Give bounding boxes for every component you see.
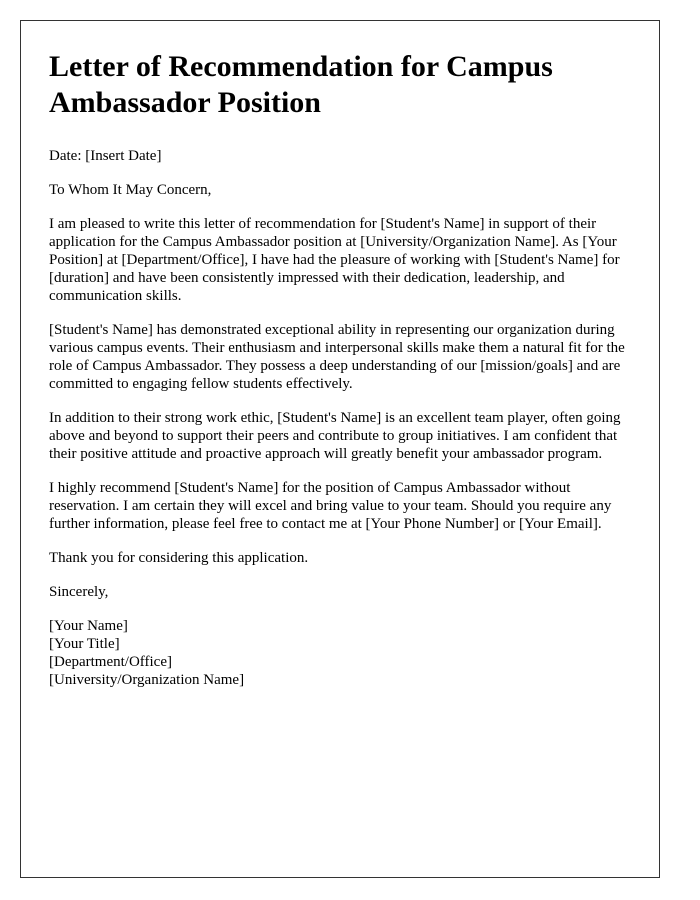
signature-name: [Your Name] — [49, 618, 128, 634]
closing-note: Thank you for considering this application. — [49, 550, 309, 566]
closing: Sincerely, — [49, 584, 109, 600]
body-paragraph-3: In addition to their strong work ethic, [Student's Name] is an excellent team player, often going above and beyond to support their peers and contribute to group initiatives. I am confident that their positive attitude and proactive approach will greatly benefit your ambassador program. — [49, 410, 621, 462]
signature-title: [Your Title] — [49, 636, 120, 652]
salutation: To Whom It May Concern, — [49, 182, 212, 198]
body-paragraph-1: I am pleased to write this letter of recommendation for [Student's Name] in support of their application for the Campus Ambassador position at [University/Organization Name]. As [Your Position] at [Department/Office], I have had the pleasure of working with [Student's Name] for [duration] and have been consistently impressed with their dedication, leadership, and communication skills. — [49, 216, 620, 304]
body-paragraph-2: [Student's Name] has demonstrated exceptional ability in representing our organization during various campus events. Their enthusiasm and interpersonal skills make them a natural fit for the role of Campus Ambassador. They possess a deep understanding of our [mission/goals] and are committed to engaging fellow students effectively. — [49, 322, 625, 392]
letter-page — [20, 20, 660, 878]
body-paragraph-4: I highly recommend [Student's Name] for the position of Campus Ambassador without reservation. I am certain they will excel and bring value to your team. Should you require any further information, please feel free to contact me at [Your Phone Number] or [Your Email]. — [49, 480, 612, 532]
signature-department: [Department/Office] — [49, 654, 172, 670]
signature-block — [49, 617, 631, 689]
letter-date: Date: [Insert Date] — [49, 148, 162, 164]
letter-title: Letter of Recommendation for Campus Ambassador Position — [49, 50, 553, 119]
signature-organization: [University/Organization Name] — [49, 672, 245, 688]
